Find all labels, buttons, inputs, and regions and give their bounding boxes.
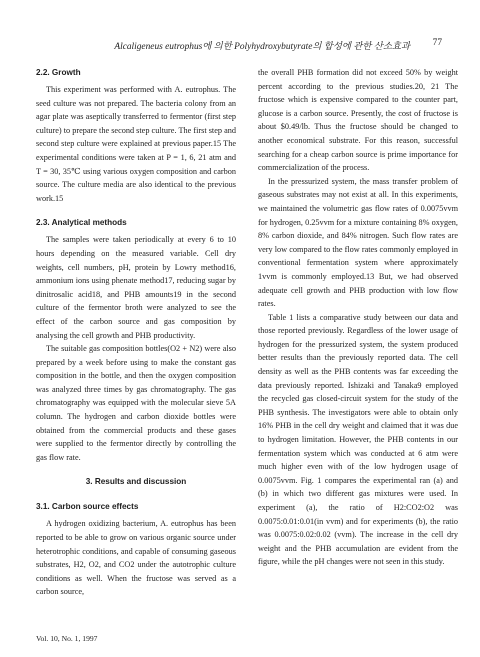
section-heading-analytical-methods: 2.3. Analytical methods: [36, 218, 127, 228]
paragraph: This experiment was performed with A. eutrophus. The seed culture was not prepared. The bacteria colony from an agar plate was aseptically transferred to fermentor (first step culture) to prepare the second step culture. The first step and second step culture were explained at previous paper.15 The experimental conditions were taken at P = 1, 6, 21 atm and T = 30, 35℃ using various oxygen composition and carbon source. The culture media are also identical to the previous work.15: [36, 85, 236, 203]
header-title: Alcaligeneus eutrophus에 의한 Polyhydroxybutyrate의 합성에 관한 산소효과: [114, 42, 410, 52]
left-column: [36, 66, 236, 599]
paragraph: Table 1 lists a comparative study between our data and those reported previously. Regardless of the lower usage of hydrogen for the pressurized system, the system produced better results than the previously reported data. The cell density as well as the PHB contents was far exceeding the data previously reported. Ishizaki and Tanaka9 employed the recycled gas closed-circuit system for the study of the PHB synthesis. The investigators were able to obtain only 16% PHB in the cell dry weight and claimed that it was due to hydrogen limitation. However, the PHB contents in our fermentation system which was conducted at 6 atm were much higher even with of the low hydrogen usage of 0.0075vvm. Fig. 1 compares the experimental ran (a) and (b) in which two different gas mixtures were used. In experiment (a), the ratio of H2:CO2:O2 was 0.0075:0.01:0.01(in vvm) and for experiments (b), the ratio was 0.0075:0.02:0.02 (vvm). The increase in the cell dry weight and the PHB accumulation are evident from the figure, while the pH changes were not seen in this study.: [258, 312, 458, 567]
section-heading-results: 3. Results and discussion: [85, 477, 187, 487]
paragraph: The samples were taken periodically at every 6 to 10 hours depending on the measured variable. Cell dry weights, cell numbers, pH, protein by Lowry method16, ammonium ions using phenate method17, reducing sugar by dinitrosalic acid18, and PHB amounts19 in the second culture of the fermentor broth were analyzed to see the effect of the carbon source and gas composition by analysing the cell growth and PHB productivity.: [36, 235, 236, 340]
paragraph: A hydrogen oxidizing bacterium, A. eutrophus has been reported to be able to grow on various organic source under heterotrophic conditions, and capable of consuming gaseous substrates, H2, O2, and CO2 under the autotrophic culture conditions as well. When the fructose was served as a carbon source,: [36, 519, 236, 597]
section-heading-growth: 2.2. Growth: [36, 68, 81, 77]
footer-volume: Vol. 10, No. 1, 1997: [36, 634, 98, 643]
paragraph: The suitable gas composition bottles(O2 + N2) were also prepared by a week before using to make the constant gas composition in the bottle, and then the oxygen composition was analyzed three times by gas chromatography. The gas chromatography was equipped with the molecular sieve 5A column. The hydrogen and carbon dioxide bottles were obtained from the commercial products and these gases were supplied to the fermentor directly by controlling the gas flow rate.: [36, 344, 236, 462]
paragraph: the overall PHB formation did not exceed 50% by weight percent according to the previous studies.20, 21 The fructose which is expensive compared to the counter part, glucose is a carbon source. Presently, the cost of fructose is about $0.49/lb. Thus the fructose should be changed to another economical substrate. For this reason, successful searching for a cheap carbon source is prime importance for commercialization of the process.: [258, 68, 458, 173]
running-header: [0, 38, 480, 52]
paragraph: In the pressurized system, the mass transfer problem of gaseous substrates may not exist at all. In this experiments, we maintained the volumetric gas flow rates of 0.0075vvm for hydrogen, 0.25vvm for a mixture containing 8% oxygen, 8% carbon dioxide, and 84% nitrogen. Such flow rates are very low compared to the flow rates commonly employed in conventional fermentation system where approximately 1vvm is commonly employed.13 But, we had observed adequate cell growth and PHB production with low flow rates.: [258, 176, 458, 309]
section-heading-carbon-source: 3.1. Carbon source effects: [36, 502, 139, 512]
right-column: [258, 66, 458, 569]
page-number: 77: [432, 38, 442, 48]
